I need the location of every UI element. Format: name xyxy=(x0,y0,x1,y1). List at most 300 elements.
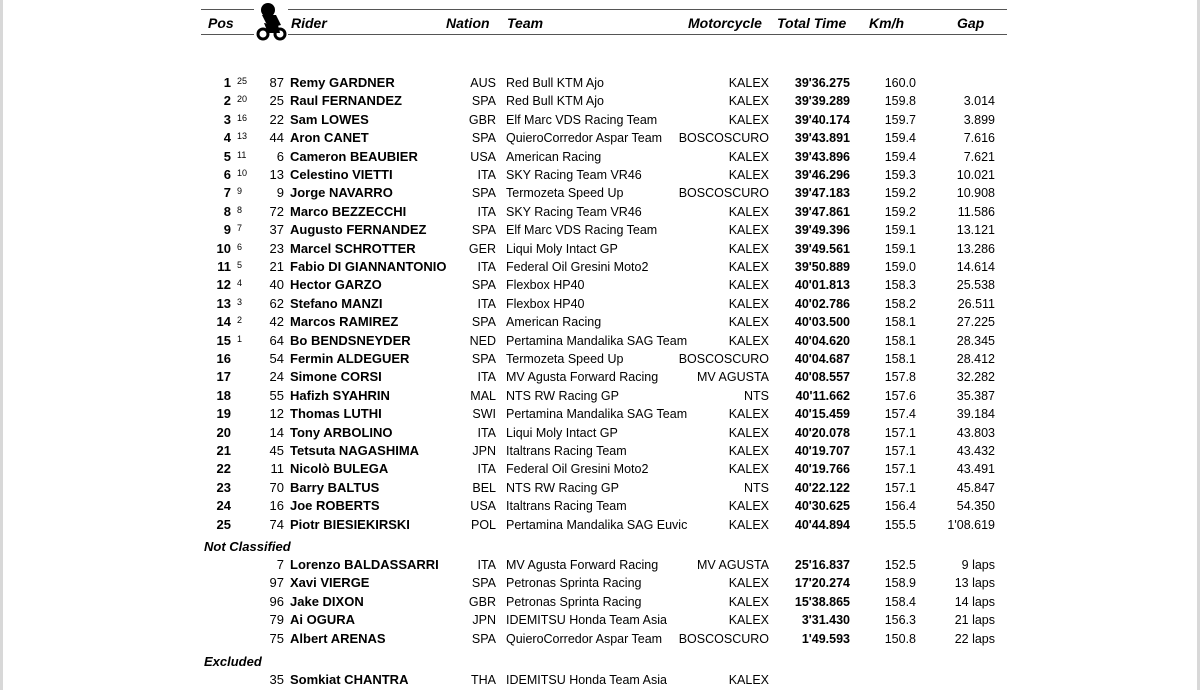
result-position: 8 xyxy=(223,203,231,219)
championship-points: 16 xyxy=(237,112,248,123)
rider-nation: GBR xyxy=(468,594,496,609)
championship-points: 4 xyxy=(237,278,243,289)
result-position: 15 xyxy=(216,332,231,348)
total-time: 15'38.865 xyxy=(794,594,850,609)
result-row xyxy=(0,92,1200,110)
rider-nation: ITA xyxy=(477,260,496,274)
motorcycle-make: KALEX xyxy=(728,112,769,127)
motorcycle-make: KALEX xyxy=(728,260,769,274)
result-position: 4 xyxy=(223,130,231,146)
motorcycle-make: KALEX xyxy=(728,407,769,422)
motorcycle-make: MV AGUSTA xyxy=(696,370,769,385)
average-speed: 156.3 xyxy=(884,613,916,628)
total-time: 39'36.275 xyxy=(794,76,850,90)
result-row xyxy=(0,332,1200,350)
championship-points: 8 xyxy=(237,204,243,215)
rider-number: 72 xyxy=(269,203,284,219)
rider-name: Tetsuta NAGASHIMA xyxy=(290,443,420,458)
gap-to-leader: 13.286 xyxy=(956,241,995,256)
rider-name: Remy GARDNER xyxy=(290,75,395,90)
rider-number: 96 xyxy=(269,593,284,609)
rider-name: Hector GARZO xyxy=(290,277,382,293)
result-position: 12 xyxy=(216,277,231,293)
championship-points: 3 xyxy=(237,296,243,307)
rider-number: 64 xyxy=(269,332,284,348)
rider-number: 23 xyxy=(269,240,284,256)
rider-name: Albert ARENAS xyxy=(290,630,386,646)
motorcycle-make: KALEX xyxy=(728,576,769,591)
result-row xyxy=(0,368,1200,386)
gap-to-leader: 27.225 xyxy=(956,315,995,330)
rider-number: 13 xyxy=(269,167,284,182)
championship-points: 6 xyxy=(237,241,243,252)
rider-number: 12 xyxy=(269,406,284,422)
rider-nation: JPN xyxy=(472,444,496,458)
championship-points: 20 xyxy=(237,94,248,105)
result-row xyxy=(0,240,1200,258)
rider-number: 16 xyxy=(269,498,284,514)
total-time: 40'15.459 xyxy=(794,407,850,422)
average-speed: 157.1 xyxy=(884,480,916,495)
motorcycle-make: KALEX xyxy=(728,499,769,514)
result-position: 16 xyxy=(216,351,231,366)
average-speed: 159.2 xyxy=(884,204,916,219)
header-rider: Rider xyxy=(291,15,327,31)
rider-nation: GER xyxy=(468,241,496,256)
rider-nation: THA xyxy=(471,673,496,687)
rider-number: 74 xyxy=(269,516,284,532)
motorcycle-make: KALEX xyxy=(728,333,769,348)
rider-name: Ai OGURA xyxy=(290,612,355,628)
result-row xyxy=(0,313,1200,331)
average-speed: 159.0 xyxy=(884,260,916,274)
result-row xyxy=(0,574,1200,592)
result-row xyxy=(0,295,1200,313)
average-speed: 159.4 xyxy=(884,149,916,164)
championship-points: 7 xyxy=(237,223,243,234)
rider-nation: SPA xyxy=(471,315,496,330)
total-time: 40'30.625 xyxy=(794,499,850,514)
rider-number: 44 xyxy=(269,130,284,146)
total-time: 40'04.687 xyxy=(794,352,850,366)
result-position: 23 xyxy=(216,479,231,495)
header-top-rule xyxy=(201,9,1007,10)
rider-nation: ITA xyxy=(477,558,496,572)
result-position: 1 xyxy=(223,75,231,90)
rider-name: Cameron BEAUBIER xyxy=(290,148,418,164)
result-position: 3 xyxy=(223,111,231,127)
result-position: 7 xyxy=(223,185,231,201)
rider-number: 45 xyxy=(269,443,284,458)
gap-to-leader: 43.803 xyxy=(956,425,995,440)
rider-name: Marcel SCHROTTER xyxy=(290,240,416,256)
total-time: 39'47.861 xyxy=(794,204,850,219)
team-name: Flexbox HP40 xyxy=(506,278,585,293)
result-row xyxy=(0,424,1200,442)
rider-nation: SPA xyxy=(471,94,496,109)
result-row xyxy=(0,442,1200,460)
rider-name: Hafizh SYAHRIN xyxy=(290,387,390,403)
team-name: Petronas Sprinta Racing xyxy=(506,594,642,609)
gap-to-leader: 10.908 xyxy=(956,186,995,201)
rider-number: 7 xyxy=(276,557,284,572)
result-position: 9 xyxy=(223,222,231,238)
total-time: 39'49.396 xyxy=(794,223,850,238)
motorcycle-make: NTS xyxy=(744,480,769,495)
header-team: Team xyxy=(507,15,544,31)
team-name: Italtrans Racing Team xyxy=(506,444,627,458)
result-row xyxy=(0,74,1200,92)
motorcycle-make: MV AGUSTA xyxy=(696,558,769,572)
rider-number: 54 xyxy=(269,351,284,366)
rider-nation: SPA xyxy=(471,352,496,366)
total-time: 39'40.174 xyxy=(794,112,850,127)
rider-number: 87 xyxy=(269,75,284,90)
result-position: 10 xyxy=(216,240,231,256)
rider-name: Marco BEZZECCHI xyxy=(290,203,407,219)
total-time: 39'43.896 xyxy=(794,149,850,164)
team-name: Liqui Moly Intact GP xyxy=(506,425,618,440)
gap-to-leader: 25.538 xyxy=(956,278,995,293)
motorcycle-make: KALEX xyxy=(728,315,769,330)
average-speed: 160.0 xyxy=(884,76,916,90)
motorcycle-make: KALEX xyxy=(728,278,769,293)
gap-to-leader: 43.432 xyxy=(956,444,995,458)
motorcycle-make: KALEX xyxy=(728,462,769,477)
motorcycle-make: KALEX xyxy=(728,594,769,609)
team-name: American Racing xyxy=(506,149,602,164)
gap-to-leader: 7.616 xyxy=(963,131,995,146)
total-time: 40'20.078 xyxy=(794,425,850,440)
rider-name: Xavi VIERGE xyxy=(290,575,370,591)
total-time: 1'49.593 xyxy=(801,631,850,646)
gap-to-leader: 11.586 xyxy=(957,204,995,219)
rider-number: 22 xyxy=(269,111,284,127)
result-position: 19 xyxy=(216,406,231,422)
rider-number: 62 xyxy=(269,295,284,311)
championship-points: 11 xyxy=(237,149,247,160)
result-row xyxy=(0,387,1200,405)
gap-to-leader: 32.282 xyxy=(956,370,995,385)
result-row xyxy=(0,129,1200,147)
motorcycle-make: KALEX xyxy=(728,94,769,109)
gap-to-leader: 10.021 xyxy=(956,168,995,182)
rider-name: Lorenzo BALDASSARRI xyxy=(290,557,439,572)
result-row xyxy=(0,479,1200,497)
team-name: Termozeta Speed Up xyxy=(506,186,624,201)
result-position: 21 xyxy=(216,443,231,458)
header-gap: Gap xyxy=(957,15,985,31)
gap-to-leader: 28.412 xyxy=(956,352,995,366)
result-row xyxy=(0,556,1200,574)
result-position: 14 xyxy=(216,314,231,330)
total-time: 39'43.891 xyxy=(794,131,850,146)
average-speed: 159.7 xyxy=(884,112,916,127)
rider-name: Augusto FERNANDEZ xyxy=(290,222,427,238)
team-name: Federal Oil Gresini Moto2 xyxy=(506,260,649,274)
total-time: 39'50.889 xyxy=(794,260,850,274)
rider-name: Thomas LUTHI xyxy=(290,406,382,422)
rider-number: 70 xyxy=(269,479,284,495)
motorcycle-make: KALEX xyxy=(728,517,769,532)
rider-nation: ITA xyxy=(477,296,496,311)
average-speed: 157.1 xyxy=(884,444,916,458)
rider-nation: ITA xyxy=(477,462,496,477)
championship-points: 1 xyxy=(237,333,243,344)
motorcycle-make: KALEX xyxy=(728,168,769,182)
team-name: MV Agusta Forward Racing xyxy=(506,558,659,572)
rider-name: Raul FERNANDEZ xyxy=(290,93,402,109)
total-time: 40'04.620 xyxy=(794,333,850,348)
total-time: 39'47.183 xyxy=(794,186,850,201)
total-time: 40'02.786 xyxy=(794,296,850,311)
championship-points: 2 xyxy=(237,315,243,326)
total-time: 17'20.274 xyxy=(794,576,850,591)
rider-name: Aron CANET xyxy=(290,130,369,146)
result-position: 22 xyxy=(216,461,231,477)
rider-nation: SPA xyxy=(471,186,496,201)
result-position: 6 xyxy=(223,167,231,182)
rider-name: Tony ARBOLINO xyxy=(290,424,393,440)
gap-to-leader: 45.847 xyxy=(956,480,995,495)
rider-nation: ITA xyxy=(477,168,496,182)
result-position: 18 xyxy=(216,387,231,403)
team-name: Red Bull KTM Ajo xyxy=(506,76,604,90)
rider-name: Piotr BIESIEKIRSKI xyxy=(290,516,410,532)
result-row xyxy=(0,460,1200,478)
average-speed: 158.4 xyxy=(884,594,916,609)
result-row xyxy=(0,184,1200,202)
gap-to-leader: 14 laps xyxy=(954,594,995,609)
team-name: Termozeta Speed Up xyxy=(506,352,624,366)
average-speed: 158.1 xyxy=(884,315,916,330)
rider-nation: SWI xyxy=(472,407,496,422)
result-row xyxy=(0,166,1200,184)
championship-points: 5 xyxy=(237,260,243,270)
motorcycle-make: KALEX xyxy=(728,425,769,440)
rider-name: Celestino VIETTI xyxy=(290,167,393,182)
team-name: Red Bull KTM Ajo xyxy=(506,94,604,109)
rider-nation: SPA xyxy=(471,631,496,646)
gap-to-leader: 3.014 xyxy=(963,94,995,109)
rider-number: 75 xyxy=(269,630,284,646)
average-speed: 157.8 xyxy=(884,370,916,385)
rider-name: Somkiat CHANTRA xyxy=(290,672,409,687)
gap-to-leader: 1'08.619 xyxy=(947,517,995,532)
rider-nation: USA xyxy=(470,499,496,514)
total-time: 40'22.122 xyxy=(794,480,850,495)
gap-to-leader: 28.345 xyxy=(956,333,995,348)
average-speed: 157.1 xyxy=(884,462,916,477)
total-time: 39'46.296 xyxy=(794,168,850,182)
rider-nation: SPA xyxy=(471,223,496,238)
rider-number: 97 xyxy=(269,575,284,591)
motorcycle-make: BOSCOSCURO xyxy=(678,131,769,146)
motorcycle-rider-icon xyxy=(254,1,288,41)
average-speed: 159.8 xyxy=(884,94,916,109)
total-time: 40'08.557 xyxy=(794,370,850,385)
average-speed: 158.9 xyxy=(884,576,916,591)
rider-name: Fabio DI GIANNANTONIO xyxy=(290,259,447,274)
rider-name: Joe ROBERTS xyxy=(290,498,380,514)
rider-number: 37 xyxy=(269,222,284,238)
result-row xyxy=(0,221,1200,239)
result-row xyxy=(0,203,1200,221)
average-speed: 159.4 xyxy=(884,131,916,146)
total-time: 39'39.289 xyxy=(794,94,850,109)
rider-name: Bo BENDSNEYDER xyxy=(290,332,411,348)
rider-name: Barry BALTUS xyxy=(290,479,380,495)
rider-nation: ITA xyxy=(477,370,496,385)
rider-nation: BEL xyxy=(472,480,496,495)
rider-name: Jorge NAVARRO xyxy=(290,185,393,201)
result-row xyxy=(0,671,1200,689)
result-row xyxy=(0,148,1200,166)
team-name: IDEMITSU Honda Team Asia xyxy=(506,613,667,628)
rider-number: 24 xyxy=(269,369,284,385)
gap-to-leader: 13.121 xyxy=(956,223,995,238)
header-nation: Nation xyxy=(446,15,490,31)
rider-name: Marcos RAMIREZ xyxy=(290,314,399,330)
championship-points: 9 xyxy=(237,186,243,197)
motorcycle-make: KALEX xyxy=(728,296,769,311)
rider-name: Sam LOWES xyxy=(290,111,369,127)
result-row xyxy=(0,111,1200,129)
rider-nation: ITA xyxy=(477,425,496,440)
rider-number: 6 xyxy=(276,148,284,164)
rider-number: 35 xyxy=(269,672,284,687)
total-time: 40'19.707 xyxy=(794,444,850,458)
average-speed: 157.1 xyxy=(884,425,916,440)
average-speed: 158.1 xyxy=(884,352,916,366)
gap-to-leader: 21 laps xyxy=(954,613,995,628)
team-name: IDEMITSU Honda Team Asia xyxy=(506,673,667,687)
team-name: Italtrans Racing Team xyxy=(506,499,627,514)
result-row xyxy=(0,405,1200,423)
result-row xyxy=(0,516,1200,534)
motorcycle-make: KALEX xyxy=(728,673,769,687)
motorcycle-make: KALEX xyxy=(728,223,769,238)
total-time: 25'16.837 xyxy=(794,558,850,572)
motorcycle-make: KALEX xyxy=(728,241,769,256)
gap-to-leader: 9 laps xyxy=(961,558,995,572)
team-name: Liqui Moly Intact GP xyxy=(506,241,618,256)
rider-nation: GBR xyxy=(468,112,496,127)
motorcycle-make: BOSCOSCURO xyxy=(678,186,769,201)
average-speed: 158.1 xyxy=(884,333,916,348)
team-name: Flexbox HP40 xyxy=(506,296,585,311)
rider-nation: ITA xyxy=(477,204,496,219)
average-speed: 159.1 xyxy=(884,223,916,238)
gap-to-leader: 22 laps xyxy=(954,631,995,646)
championship-points: 13 xyxy=(237,131,248,142)
rider-number: 21 xyxy=(269,259,284,274)
team-name: MV Agusta Forward Racing xyxy=(506,370,659,385)
motorcycle-make: BOSCOSCURO xyxy=(678,631,769,646)
header-bottom-rule xyxy=(201,34,1007,35)
gap-to-leader: 7.621 xyxy=(963,149,995,164)
average-speed: 157.4 xyxy=(884,407,916,422)
team-name: Federal Oil Gresini Moto2 xyxy=(506,462,649,477)
rider-nation: MAL xyxy=(470,388,496,403)
motorcycle-make: NTS xyxy=(744,388,769,403)
rider-number: 42 xyxy=(269,314,284,330)
team-name: Pertamina Mandalika SAG Euvic xyxy=(506,517,688,532)
header-pos: Pos xyxy=(208,15,234,31)
gap-to-leader: 13 laps xyxy=(954,576,995,591)
rider-name: Stefano MANZI xyxy=(290,295,383,311)
gap-to-leader: 39.184 xyxy=(956,407,995,422)
result-position: 17 xyxy=(216,369,231,385)
total-time: 40'19.766 xyxy=(794,462,850,477)
total-time: 40'11.662 xyxy=(795,388,850,403)
team-name: Pertamina Mandalika SAG Team xyxy=(506,407,688,422)
rider-number: 79 xyxy=(269,612,284,628)
team-name: QuieroCorredor Aspar Team xyxy=(506,631,663,646)
gap-to-leader: 54.350 xyxy=(956,499,995,514)
result-row xyxy=(0,276,1200,294)
rider-nation: SPA xyxy=(471,576,496,591)
championship-points: 25 xyxy=(237,76,248,86)
motorcycle-make: KALEX xyxy=(728,149,769,164)
championship-points: 10 xyxy=(237,168,248,178)
result-row xyxy=(0,258,1200,276)
rider-number: 14 xyxy=(269,424,284,440)
result-position: 20 xyxy=(216,424,231,440)
average-speed: 157.6 xyxy=(884,388,916,403)
average-speed: 152.5 xyxy=(884,558,916,572)
average-speed: 155.5 xyxy=(884,517,916,532)
average-speed: 158.3 xyxy=(884,278,916,293)
team-name: Petronas Sprinta Racing xyxy=(506,576,642,591)
rider-number: 40 xyxy=(269,277,284,293)
total-time: 3'31.430 xyxy=(801,613,850,628)
team-name: American Racing xyxy=(506,315,602,330)
result-position: 5 xyxy=(223,148,231,164)
team-name: NTS RW Racing GP xyxy=(506,388,619,403)
result-row xyxy=(0,630,1200,648)
result-position: 13 xyxy=(216,295,231,311)
average-speed: 156.4 xyxy=(884,499,916,514)
rider-nation: NED xyxy=(469,333,496,348)
rider-number: 25 xyxy=(269,93,284,109)
gap-to-leader: 26.511 xyxy=(957,296,995,311)
gap-to-leader: 14.614 xyxy=(956,260,995,274)
team-name: SKY Racing Team VR46 xyxy=(506,168,642,182)
team-name: Elf Marc VDS Racing Team xyxy=(506,112,658,127)
total-time: 39'49.561 xyxy=(794,241,850,256)
average-speed: 159.1 xyxy=(884,241,916,256)
team-name: NTS RW Racing GP xyxy=(506,480,619,495)
gap-to-leader: 35.387 xyxy=(956,388,995,403)
result-row xyxy=(0,350,1200,368)
rider-name: Jake DIXON xyxy=(290,593,364,609)
header-kmh: Km/h xyxy=(869,15,904,31)
header-total-time: Total Time xyxy=(777,15,847,31)
result-position: 25 xyxy=(216,516,231,532)
motorcycle-make: KALEX xyxy=(728,204,769,219)
team-name: Pertamina Mandalika SAG Team xyxy=(506,333,688,348)
result-row xyxy=(0,611,1200,629)
rider-nation: SPA xyxy=(471,278,496,293)
result-position: 11 xyxy=(217,259,231,274)
motorcycle-make: KALEX xyxy=(728,613,769,628)
header-motorcycle: Motorcycle xyxy=(688,15,762,31)
rider-nation: JPN xyxy=(472,613,496,628)
average-speed: 159.2 xyxy=(884,186,916,201)
rider-name: Simone CORSI xyxy=(290,369,382,385)
result-row xyxy=(0,593,1200,611)
